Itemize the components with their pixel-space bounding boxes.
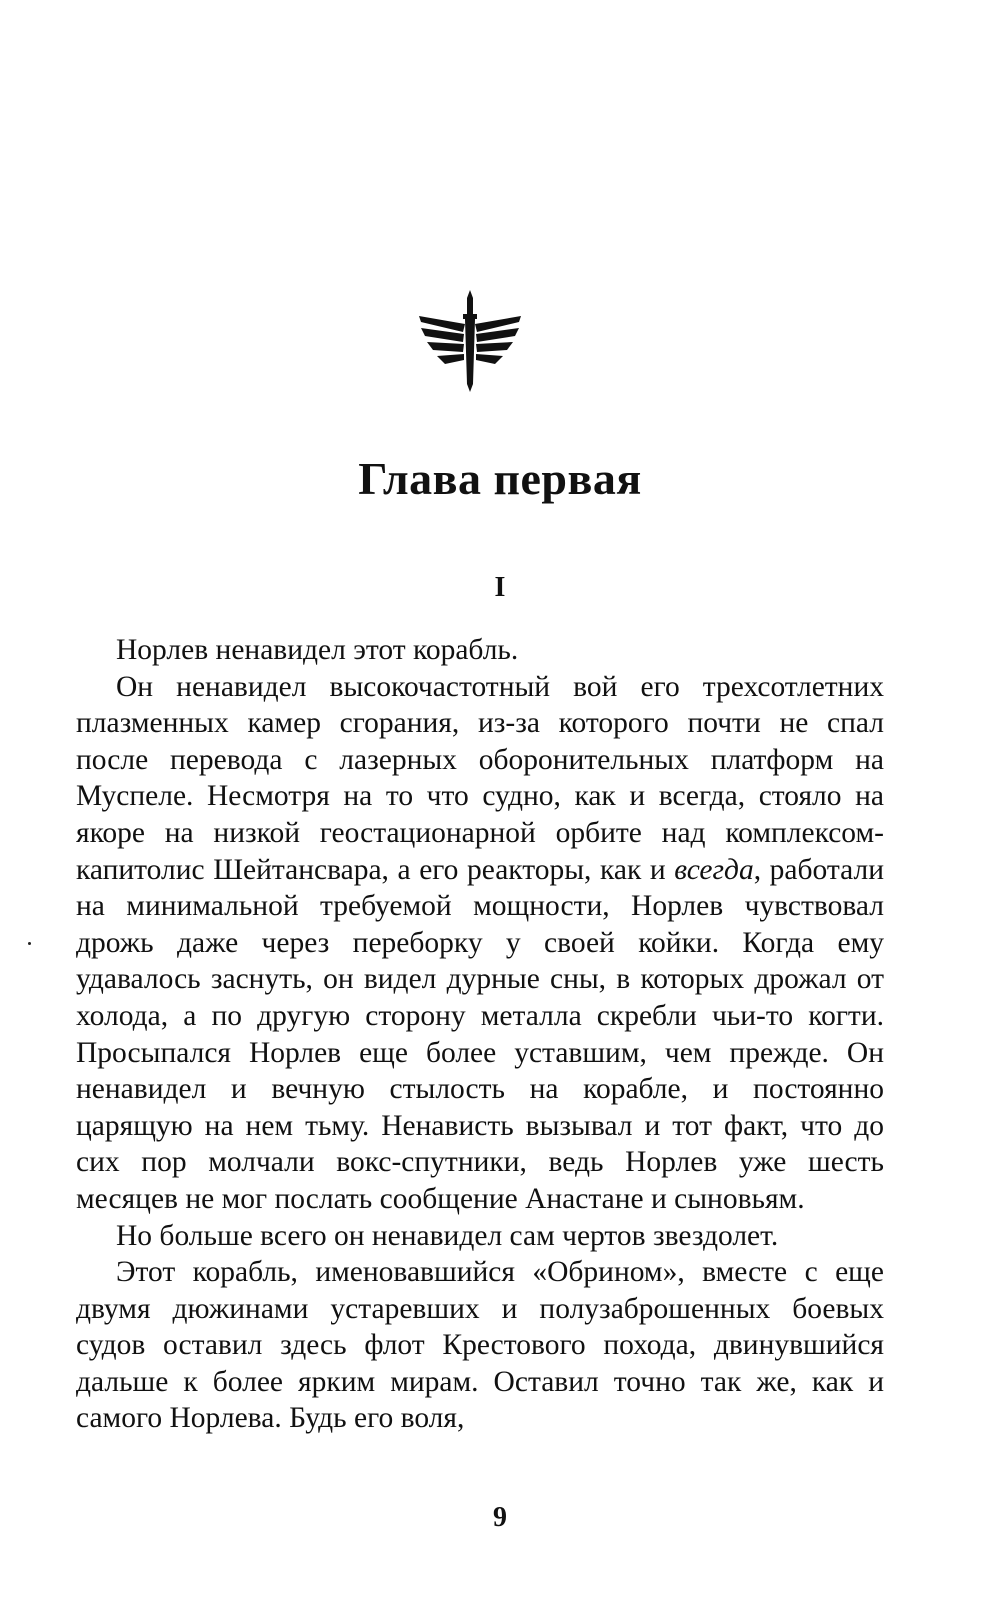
page-number: 9 bbox=[493, 1502, 507, 1533]
paragraph-text: Этот корабль, именовавшийся «Обрином», вместе с еще двумя дюжинами устаревших и полузаброшенных боевых судов оставил здесь флот Крестового похода, двинувшийся дальше к более ярким мирам. Оставил точно так же, как и самого Норлева. Будь его воля, bbox=[76, 1256, 884, 1435]
paragraph-text: , работали на минимальной требуемой мощности, Норлев чувствовал дрожь даже через переборку у своей койки. Когда ему удавалось заснуть, он видел дурные сны, в которых дрожал от холода, а по другую сторону металла скребли чьи-то когти. Просыпался Норлев еще более уставшим, чем прежде. Он ненавидел и вечную стылость на корабле, и постоянно царящую на нем тьму. Ненависть вызывал и тот факт, что до сих пор молчали вокс-спутники, ведь Норлев уже шесть месяцев не мог послать сообщение Анастане и сыновьям. bbox=[76, 853, 884, 1215]
paragraph bbox=[76, 1218, 884, 1255]
paragraph-text: Норлев ненавидел этот корабль. bbox=[116, 634, 519, 666]
paragraph-text: Но больше всего он ненавидел сам чертов звездолет. bbox=[116, 1219, 779, 1252]
section-number: I bbox=[494, 572, 506, 603]
winged-sword-icon bbox=[415, 288, 525, 398]
paragraph bbox=[76, 669, 884, 1218]
body-text bbox=[76, 632, 884, 1437]
emphasis-text: всегда bbox=[674, 853, 754, 886]
paragraph bbox=[76, 632, 884, 669]
print-speck bbox=[28, 942, 31, 945]
paragraph bbox=[76, 1254, 884, 1437]
chapter-title: Глава первая bbox=[358, 453, 642, 504]
paragraph-text: Он ненавидел высокочастотный вой его трехсотлетних плазменных камер сгорания, из-за которого почти не спал после перевода с лазерных оборонительных платформ на Муспеле. Несмотря на то что судно, как и всегда, стояло на якоре на низкой геостационарной орбите над комплексом-капитолис Шейтансвара, а его реакторы, как и bbox=[76, 670, 884, 886]
